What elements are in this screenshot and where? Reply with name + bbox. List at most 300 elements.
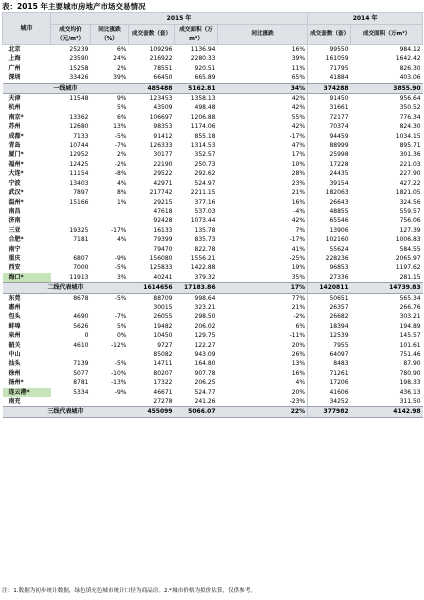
cell-price_chg: 39% — [91, 73, 129, 83]
cell-area: 379.32 — [175, 273, 218, 283]
table-row — [3, 235, 423, 244]
cell-area: 2280.33 — [190, 55, 216, 63]
cell-units14: 102160 — [308, 235, 351, 244]
cell-area14: 895.71 — [399, 142, 421, 150]
cell-area_chg: -23% — [218, 397, 308, 407]
cell-units: 98353 — [153, 123, 173, 131]
city-name: 西安 — [8, 264, 21, 272]
cell-price: 12952 — [69, 151, 89, 159]
cell-price: 11913 — [51, 273, 91, 283]
cell-area: 135.78 — [194, 226, 216, 234]
cell-price_chg: 0% — [116, 332, 127, 340]
table-row — [3, 169, 423, 178]
table-row — [3, 179, 423, 188]
cell-area14: 311.50 — [351, 397, 423, 407]
cell-units14: 374288 — [308, 83, 351, 93]
city-name: 南昌 — [8, 207, 21, 215]
city-name: 包头 — [8, 313, 21, 321]
header-col: 成交面积（万m²） — [351, 25, 423, 45]
summary-row — [3, 407, 423, 417]
city-name: 温州* — [8, 198, 24, 206]
cell-area14: 198.33 — [399, 379, 421, 387]
cell-price_chg — [91, 350, 129, 359]
cell-units: 29215 — [153, 198, 173, 206]
cell-area14: 194.89 — [399, 322, 421, 330]
cell-units: 216922 — [149, 55, 173, 63]
cell-units: 66450 — [129, 73, 175, 83]
city-name: 南宁 — [8, 245, 21, 253]
table-row — [3, 397, 423, 407]
cell-area: 1136.94 — [190, 46, 216, 53]
city-name: 海口* — [3, 273, 51, 283]
cell-area14: 436.13 — [399, 388, 421, 396]
cell-price_chg: -7% — [114, 142, 127, 150]
cell-area14: 984.12 — [399, 46, 421, 53]
cell-area: 822.78 — [194, 245, 216, 253]
city-name: 徐州 — [8, 369, 21, 377]
cell-price: 7897 — [73, 189, 89, 197]
cell-area_chg: 10% — [291, 160, 306, 168]
cell-area: 1206.88 — [190, 113, 216, 121]
city-name: 南京* — [8, 113, 24, 121]
cell-units14: 65546 — [308, 216, 351, 225]
cell-price_chg: 4% — [116, 179, 127, 187]
table-row — [3, 322, 423, 331]
cell-price_chg: 2% — [116, 151, 127, 159]
cell-price_chg — [91, 303, 129, 312]
city-name: 扬州* — [8, 379, 24, 387]
cell-area14: 403.06 — [351, 73, 423, 83]
cell-area14: 324.56 — [399, 198, 421, 206]
cell-price: 5077 — [73, 369, 89, 377]
cell-price: 7000 — [73, 264, 89, 272]
cell-price: 7181 — [73, 236, 89, 244]
cell-area: 943.09 — [194, 351, 216, 358]
cell-units14: 64097 — [308, 350, 351, 359]
cell-area: 129.75 — [194, 332, 216, 340]
header-2015: 2015 年 — [51, 13, 308, 25]
cell-area14: 221.03 — [399, 160, 421, 168]
cell-price: 11154 — [69, 170, 89, 178]
cell-units: 106697 — [149, 113, 173, 121]
cell-area14: 780.90 — [399, 369, 421, 377]
cell-area: 835.73 — [194, 236, 216, 244]
cell-area14: 559.57 — [399, 207, 421, 215]
cell-area_chg: 19% — [291, 264, 306, 272]
table-row — [3, 369, 423, 378]
cell-area14: 350.52 — [399, 104, 421, 112]
cell-area_chg: 11% — [291, 64, 306, 72]
cell-units: 123453 — [149, 95, 173, 103]
cell-area14: 756.06 — [399, 217, 421, 225]
cell-area: 298.50 — [194, 313, 216, 321]
cell-area14: 1006.83 — [395, 236, 421, 244]
cell-units: 78551 — [153, 64, 173, 72]
cell-units: 485488 — [129, 83, 175, 93]
cell-area14: 303.21 — [399, 313, 421, 321]
cell-units: 30177 — [153, 151, 173, 159]
table-row — [3, 160, 423, 169]
city-name: 宁波 — [8, 179, 21, 187]
cell-area: 164.80 — [194, 360, 216, 368]
cell-area_chg: -25% — [289, 254, 306, 262]
cell-price: 8678 — [73, 294, 89, 302]
cell-units14: 39154 — [308, 179, 351, 188]
cell-units14: 25998 — [308, 150, 351, 159]
cell-area: 377.16 — [194, 198, 216, 206]
cell-area: 1556.21 — [190, 254, 216, 262]
cell-units: 79399 — [153, 236, 173, 244]
cell-area_chg: 28% — [291, 170, 306, 178]
table-row — [3, 54, 423, 63]
cell-area_chg: -4% — [293, 207, 306, 215]
cell-price: 4690 — [73, 313, 89, 321]
footnote: 注：1.数据为初步统计数据，绿色填充色城市统计口径为商品房。2.*城市价格为拟价估算，仅供参考。 — [2, 588, 257, 594]
cell-units: 79470 — [153, 245, 173, 253]
cell-area_chg: 41% — [291, 245, 306, 253]
cell-area_chg: 34% — [218, 83, 308, 93]
cell-area_chg: 42% — [291, 95, 306, 103]
cell-area_chg: -17% — [289, 132, 306, 140]
cell-area14: 2065.97 — [395, 254, 421, 262]
cell-area: 998.64 — [194, 294, 216, 302]
table-row — [3, 388, 423, 397]
cell-area_chg: -2% — [293, 313, 306, 321]
table-row — [3, 350, 423, 359]
cell-area: 907.78 — [194, 369, 216, 377]
cell-units: 29522 — [153, 170, 173, 178]
cell-price: 13362 — [69, 113, 89, 121]
cell-price_chg: -17% — [110, 226, 127, 234]
city-name: 上海 — [8, 55, 21, 63]
cell-units: 30015 — [153, 303, 173, 311]
city-name: 天津 — [8, 95, 21, 103]
city-name: 济南 — [8, 217, 21, 225]
cell-area: 498.48 — [194, 104, 216, 112]
cell-area: 524.97 — [194, 179, 216, 187]
cell-units14: 41884 — [308, 73, 351, 83]
cell-units: 9727 — [157, 341, 173, 349]
cell-area_chg: 35% — [218, 273, 308, 283]
cell-area14: 3855.90 — [351, 83, 423, 93]
cell-price: 4610 — [73, 341, 89, 349]
city-name: 蚌埠 — [8, 322, 21, 330]
cell-units14: 17206 — [308, 378, 351, 387]
header-col: 成交均价（元/m²） — [51, 25, 91, 45]
cell-units: 126333 — [149, 142, 173, 150]
header-city: 城市 — [3, 13, 51, 45]
table-row — [3, 254, 423, 263]
cell-units14: 7955 — [308, 341, 351, 350]
city-name: 重庆 — [8, 254, 21, 262]
table-row — [3, 150, 423, 159]
cell-units14: 72177 — [308, 113, 351, 122]
cell-units14: 91450 — [308, 94, 351, 104]
cell-units14: 228236 — [308, 254, 351, 263]
cell-units14: 161059 — [308, 54, 351, 63]
cell-area: 855.18 — [194, 132, 216, 140]
cell-price — [51, 350, 91, 359]
cell-area14: 227.90 — [399, 170, 421, 178]
header-col: 同比涨跌 — [218, 25, 308, 45]
header-col: 成交面积（万m²） — [175, 25, 218, 45]
cell-area_chg: 17% — [218, 283, 308, 293]
cell-units14: 71261 — [308, 369, 351, 378]
table-row — [3, 245, 423, 254]
cell-price: 11548 — [69, 95, 89, 103]
transaction-table — [2, 12, 423, 418]
cell-area_chg: 65% — [218, 73, 308, 83]
cell-area14: 824.30 — [399, 123, 421, 131]
cell-units14: 48855 — [308, 207, 351, 216]
cell-area: 323.21 — [194, 303, 216, 311]
cell-price: 5334 — [73, 388, 89, 396]
table-row — [3, 226, 423, 235]
cell-area14: 145.57 — [399, 332, 421, 340]
city-name: 北京 — [8, 46, 21, 53]
cell-area_chg: 20% — [291, 388, 306, 396]
cell-units: 43509 — [153, 104, 173, 112]
cell-area_chg: 39% — [291, 55, 306, 63]
cell-price_chg: -5% — [114, 264, 127, 272]
cell-units14: 18394 — [308, 322, 351, 331]
cell-area: 250.73 — [194, 160, 216, 168]
city-name: 南充 — [3, 397, 51, 407]
cell-price_chg: -10% — [110, 369, 127, 377]
table-row — [3, 312, 423, 321]
cell-area14: 281.15 — [351, 273, 423, 283]
cell-area_chg: 21% — [291, 303, 306, 311]
cell-price: 19325 — [69, 226, 89, 234]
cell-price: 10744 — [69, 142, 89, 150]
table-row — [3, 303, 423, 312]
section-label: 二线代表城市 — [3, 283, 129, 293]
cell-area_chg: 22% — [218, 407, 308, 417]
cell-area: 665.89 — [175, 73, 218, 83]
cell-area_chg: -11% — [289, 332, 306, 340]
cell-area: 920.51 — [194, 64, 216, 72]
cell-units: 42971 — [153, 179, 173, 187]
table-row — [3, 273, 423, 283]
cell-price_chg — [91, 397, 129, 407]
cell-price — [51, 103, 91, 112]
cell-price_chg: 3% — [91, 273, 129, 283]
cell-area: 206.02 — [194, 322, 216, 330]
cell-units14: 17228 — [308, 160, 351, 169]
cell-price_chg: 9% — [116, 95, 127, 103]
city-name: 青岛 — [8, 142, 21, 150]
cell-price: 12680 — [69, 123, 89, 131]
cell-area_chg: 42% — [291, 123, 306, 131]
table-body — [3, 45, 423, 418]
cell-area_chg: 21% — [291, 189, 306, 197]
cell-area_chg: 16% — [291, 369, 306, 377]
cell-units: 40241 — [129, 273, 175, 283]
table-row — [3, 45, 423, 55]
header-col: 成交套数（套） — [129, 25, 175, 45]
section-label: 一线城市 — [3, 83, 129, 93]
cell-units14: 55624 — [308, 245, 351, 254]
cell-price_chg: 8% — [116, 189, 127, 197]
table-row — [3, 263, 423, 272]
cell-price_chg: 6% — [116, 46, 127, 53]
cell-units: 91412 — [153, 132, 173, 140]
cell-price_chg: 2% — [116, 64, 127, 72]
cell-area: 1314.53 — [190, 142, 216, 150]
cell-price_chg: -8% — [114, 170, 127, 178]
cell-area14: 776.34 — [399, 113, 421, 121]
header-2014: 2014 年 — [308, 13, 423, 25]
cell-price_chg: -9% — [114, 388, 127, 396]
cell-price — [51, 397, 91, 407]
cell-price_chg: 4% — [116, 236, 127, 244]
cell-units: 109296 — [149, 46, 173, 53]
cell-area14: 4142.98 — [351, 407, 423, 417]
cell-price — [51, 207, 91, 216]
table-row — [3, 198, 423, 207]
cell-area: 537.03 — [194, 207, 216, 215]
cell-units: 125833 — [149, 264, 173, 272]
table-title: 表：2015 年主要城市房地产市场交易情况 — [2, 2, 146, 11]
city-name: 惠州 — [8, 303, 21, 311]
summary-row — [3, 283, 423, 293]
city-name: 深圳 — [3, 73, 51, 83]
cell-area14: 1034.15 — [395, 132, 421, 140]
cell-area: 292.62 — [194, 170, 216, 178]
cell-area14: 14739.83 — [351, 283, 423, 293]
cell-area14: 1197.62 — [395, 264, 421, 272]
header-col: 同比涨跌（%） — [91, 25, 129, 45]
cell-area: 1073.44 — [190, 217, 216, 225]
summary-row — [3, 83, 423, 93]
table-row — [3, 122, 423, 131]
cell-units14: 34252 — [308, 397, 351, 407]
cell-area_chg: 77% — [291, 294, 306, 302]
cell-area: 1358.13 — [190, 95, 216, 103]
city-name: 连云港* — [3, 388, 51, 397]
cell-area_chg: 13% — [291, 360, 306, 368]
cell-units: 17322 — [153, 379, 173, 387]
city-name: 武汉* — [8, 189, 24, 197]
cell-units: 80207 — [153, 369, 173, 377]
header-col: 成交套数（套） — [308, 25, 351, 45]
cell-units14: 70374 — [308, 122, 351, 131]
cell-area_chg: 17% — [291, 151, 306, 159]
cell-units: 27278 — [129, 397, 175, 407]
city-name: 合肥* — [8, 236, 24, 244]
cell-area14: 427.22 — [399, 179, 421, 187]
cell-price: 7139 — [73, 360, 89, 368]
cell-area_chg: 16% — [291, 46, 306, 53]
cell-price — [51, 303, 91, 312]
cell-area14: 826.30 — [399, 64, 421, 72]
cell-price: 0 — [84, 332, 89, 340]
table-row — [3, 94, 423, 104]
table-row — [3, 141, 423, 150]
cell-units14: 96853 — [308, 263, 351, 272]
cell-units14: 26682 — [308, 312, 351, 321]
cell-price: 6807 — [73, 254, 89, 262]
cell-price — [51, 245, 91, 254]
cell-units: 85082 — [153, 351, 173, 358]
cell-area14: 565.34 — [399, 294, 421, 302]
cell-units: 88709 — [153, 294, 173, 302]
cell-price: 12425 — [69, 160, 89, 168]
cell-area14: 127.39 — [399, 226, 421, 234]
cell-area: 524.77 — [194, 388, 216, 396]
city-name: 东莞 — [8, 294, 21, 302]
cell-area: 352.57 — [194, 151, 216, 159]
cell-units: 26055 — [153, 313, 173, 321]
cell-price_chg: -9% — [114, 254, 127, 262]
cell-price_chg: -7% — [114, 313, 127, 321]
cell-price: 33426 — [51, 73, 91, 83]
cell-price: 5626 — [73, 322, 89, 330]
cell-units14: 50651 — [308, 293, 351, 303]
cell-units: 217742 — [149, 189, 173, 197]
cell-price: 15258 — [69, 64, 89, 72]
cell-price_chg: -2% — [114, 160, 127, 168]
cell-price_chg: 13% — [113, 123, 127, 131]
cell-units14: 99550 — [308, 45, 351, 55]
cell-units14: 8483 — [308, 359, 351, 368]
table-row — [3, 64, 423, 73]
table-row — [3, 73, 423, 83]
cell-price_chg — [91, 216, 129, 225]
cell-units14: 31661 — [308, 103, 351, 112]
table-row — [3, 113, 423, 122]
cell-area: 5162.81 — [175, 83, 218, 93]
cell-units: 22190 — [153, 160, 173, 168]
cell-units: 19482 — [153, 322, 173, 330]
cell-area: 1422.88 — [190, 264, 216, 272]
cell-price_chg: -5% — [114, 132, 127, 140]
city-name: 汕头 — [8, 360, 21, 368]
table-row — [3, 103, 423, 112]
cell-area: 2211.15 — [190, 189, 216, 197]
cell-area_chg: 23% — [291, 179, 306, 187]
cell-price: 8781 — [73, 379, 89, 387]
cell-price: 7133 — [73, 132, 89, 140]
cell-price_chg: 6% — [116, 113, 127, 121]
table-row — [3, 207, 423, 216]
cell-units14: 182063 — [308, 188, 351, 197]
cell-price: 13403 — [69, 179, 89, 187]
cell-area14: 87.90 — [403, 360, 421, 368]
table-row — [3, 359, 423, 368]
cell-units: 16133 — [153, 226, 173, 234]
city-name: 韶关 — [8, 341, 21, 349]
cell-units: 10450 — [153, 332, 173, 340]
cell-units: 14711 — [153, 360, 173, 368]
table-row — [3, 188, 423, 197]
city-name: 杭州 — [8, 104, 21, 112]
cell-units14: 88999 — [308, 141, 351, 150]
cell-units14: 41606 — [308, 388, 351, 397]
cell-units: 156080 — [149, 254, 173, 262]
city-name: 泉州 — [8, 332, 21, 340]
cell-area: 17183.86 — [175, 283, 218, 293]
cell-units: 47618 — [153, 207, 173, 215]
cell-price_chg — [91, 207, 129, 216]
city-name: 大连* — [8, 170, 24, 178]
cell-area14: 301.36 — [399, 151, 421, 159]
cell-area14: 1642.42 — [395, 55, 421, 63]
cell-price: 15166 — [69, 198, 89, 206]
cell-price_chg: -5% — [114, 294, 127, 302]
cell-price_chg — [91, 245, 129, 254]
cell-area14: 1821.05 — [395, 189, 421, 197]
